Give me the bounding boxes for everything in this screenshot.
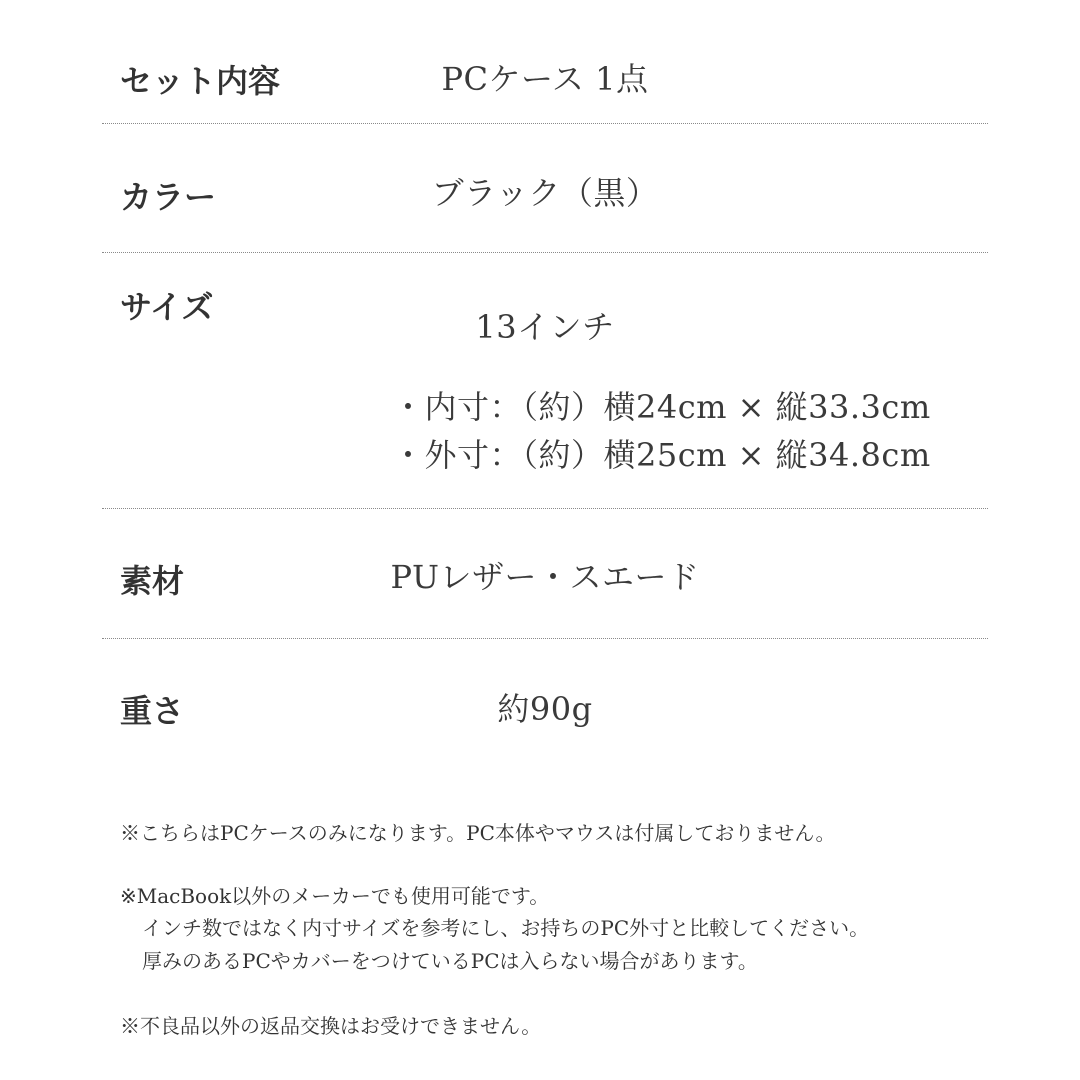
spec-label-size: サイズ xyxy=(120,288,214,326)
note-no-returns: ※不良品以外の返品交換はお受けできません。 xyxy=(120,1014,542,1038)
spec-value-weight: 約90g xyxy=(497,690,593,728)
spec-label-material: 素材 xyxy=(120,562,185,600)
note-pc-case-only: ※こちらはPCケースのみになります。PC本体やマウスは付属しておりません。 xyxy=(120,821,836,845)
spec-size-inner-dimensions: ・内寸：（約）横24cm × 縦33.3cm xyxy=(392,388,931,426)
divider xyxy=(102,252,988,253)
spec-label-weight: 重さ xyxy=(120,692,185,730)
spec-row-material xyxy=(102,552,988,602)
spec-label-set: セット内容 xyxy=(120,62,281,100)
divider xyxy=(102,508,988,509)
spec-size-outer-dimensions: ・外寸：（約）横25cm × 縦34.8cm xyxy=(392,436,931,474)
spec-value-size: 13インチ xyxy=(475,308,615,346)
spec-row-color xyxy=(102,168,988,218)
note-compatibility-detail: インチ数ではなく内寸サイズを参考にし、お持ちのPC外寸と比較してください。 xyxy=(142,916,870,940)
spec-row-set xyxy=(102,52,988,102)
note-compatibility: ※MacBook以外のメーカーでも使用可能です。 xyxy=(120,884,550,908)
note-compatibility-thickness: 厚みのあるPCやカバーをつけているPCは入らない場合があります。 xyxy=(142,949,758,973)
spec-row-weight xyxy=(102,682,988,732)
spec-label-color: カラー xyxy=(120,178,217,216)
spec-row-size xyxy=(102,282,988,482)
spec-value-set: PCケース 1点 xyxy=(441,60,649,98)
spec-value-color: ブラック（黒） xyxy=(431,174,659,212)
divider xyxy=(102,638,988,639)
spec-value-material: PUレザー・スエード xyxy=(390,558,700,596)
divider xyxy=(102,123,988,124)
